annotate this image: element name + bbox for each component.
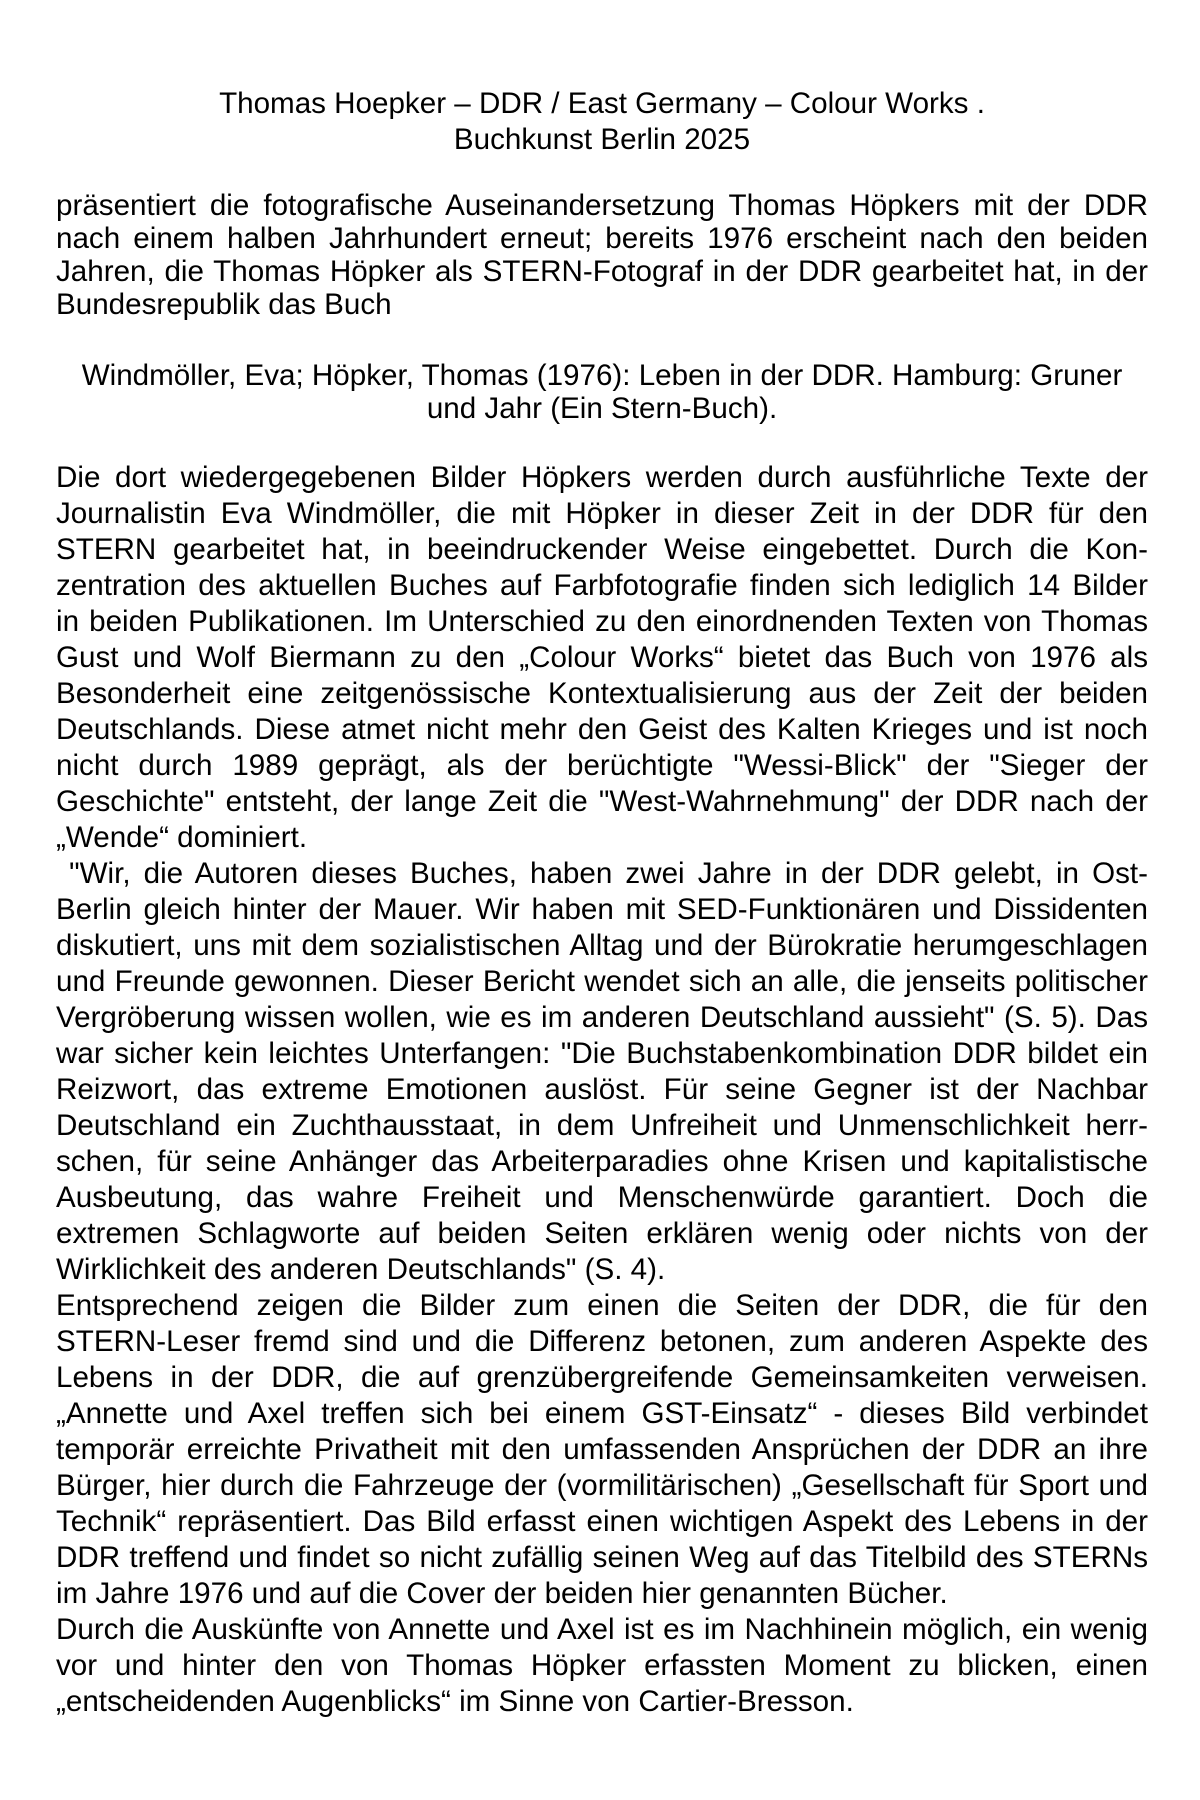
text-line: „entscheidenden Augenblicks“ im Sinne von Cartier-Bresson.	[56, 1685, 854, 1718]
text-line: Bürger, hier durch die Fahrzeuge der (vormilitärischen) „Gesellschaft für Sport und	[56, 1469, 1148, 1502]
text-line: Buchkunst Berlin 2025	[453, 123, 751, 156]
text-line: Gust und Wolf Biermann zu den „Colour Works“ bietet das Buch von 1976 als	[56, 641, 1148, 674]
text-line: Entsprechend zeigen die Bilder zum einen die Seiten der DDR, die für den	[56, 1289, 1148, 1322]
text-line: präsentiert die fotografische Auseinandersetzung Thomas Höpkers mit der DDR	[56, 189, 1148, 222]
text-line: extremen Schlagworte auf beiden Seiten erklären wenig oder nichts von der	[56, 1217, 1148, 1250]
text-line: nicht durch 1989 geprägt, als der berüchtigte "Wessi-Blick" der "Sieger der	[56, 749, 1148, 782]
text-line: und Jahr (Ein Stern-Buch).	[426, 392, 778, 425]
text-line: vor und hinter den von Thomas Höpker erfassten Moment zu blicken, einen	[56, 1649, 1148, 1682]
text-line: Windmöller, Eva; Höpker, Thomas (1976): Leben in der DDR. Hamburg: Gruner	[81, 359, 1123, 392]
text-line: DDR treffend und findet so nicht zufällig seinen Weg auf das Titelbild des STERNs	[56, 1541, 1148, 1574]
text-line: Durch die Auskünfte von Annette und Axel ist es im Nachhinein möglich, ein wenig	[56, 1613, 1148, 1646]
text-line: "Wir, die Autoren dieses Buches, haben zwei Jahre in der DDR gelebt, in Ost-	[56, 857, 1148, 890]
text-line: Journalistin Eva Windmöller, die mit Höpker in dieser Zeit in der DDR für den	[56, 497, 1148, 530]
text-line: zentration des aktuellen Buches auf Farbfotografie finden sich lediglich 14 Bilder	[56, 569, 1148, 602]
text-line: „Wende“ dominiert.	[56, 821, 308, 854]
text-line: war sicher kein leichtes Unterfangen: "Die Buchstabenkombination DDR bildet ein	[56, 1037, 1148, 1070]
text-line: Ausbeutung, das wahre Freiheit und Menschenwürde garantiert. Doch die	[56, 1181, 1148, 1214]
text-line: STERN gearbeitet hat, in beeindruckender Weise eingebettet. Durch die Kon-	[56, 533, 1148, 566]
text-line: Reizwort, das extreme Emotionen auslöst. Für seine Gegner ist der Nachbar	[56, 1073, 1148, 1106]
text-line: Thomas Hoepker – DDR / East Germany – Colour Works .	[219, 87, 985, 120]
text-line: und Freunde gewonnen. Dieser Bericht wendet sich an alle, die jenseits politischer	[56, 965, 1148, 998]
text-line: Berlin gleich hinter der Mauer. Wir haben mit SED-Funktionären und Dissidenten	[56, 893, 1148, 926]
text-line: „Annette und Axel treffen sich bei einem GST-Einsatz“ - dieses Bild verbindet	[56, 1397, 1148, 1430]
text-line: Jahren, die Thomas Höpker als STERN-Fotograf in der DDR gearbeitet hat, in der	[56, 255, 1148, 288]
document-title	[56, 86, 1148, 158]
text-line: Geschichte" entsteht, der lange Zeit die "West-Wahrnehmung" der DDR nach der	[56, 785, 1148, 818]
text-line: Vergröberung wissen wollen, wie es im anderen Deutschland aussieht" (S. 5). Das	[56, 1001, 1148, 1034]
text-line: in beiden Publikationen. Im Unterschied zu den einordnenden Texten von Thomas	[56, 605, 1148, 638]
text-line: Technik“ repräsentiert. Das Bild erfasst einen wichtigen Aspekt des Lebens in der	[56, 1505, 1148, 1538]
text-line: Besonderheit eine zeitgenössische Kontextualisierung aus der Zeit der beiden	[56, 677, 1148, 710]
text-line: diskutiert, uns mit dem sozialistischen Alltag und der Bürokratie herumgeschlagen	[56, 929, 1148, 962]
text-line: schen, für seine Anhänger das Arbeiterparadies ohne Krisen und kapitalistische	[56, 1145, 1148, 1178]
text-line: nach einem halben Jahrhundert erneut; bereits 1976 erscheint nach den beiden	[56, 222, 1148, 255]
text-line: Die dort wiedergegebenen Bilder Höpkers werden durch ausführliche Texte der	[56, 461, 1148, 494]
text-line: Deutschlands. Diese atmet nicht mehr den Geist des Kalten Krieges und ist noch	[56, 713, 1148, 746]
text-line: im Jahre 1976 und auf die Cover der beiden hier genannten Bücher.	[56, 1577, 948, 1610]
text-line: STERN-Leser fremd sind und die Differenz betonen, zum anderen Aspekte des	[56, 1325, 1148, 1358]
main-text	[56, 460, 1148, 1720]
book-citation	[56, 359, 1148, 425]
text-line: Bundesrepublik das Buch	[56, 288, 392, 321]
text-line: Deutschland ein Zuchthausstaat, in dem Unfreiheit und Unmenschlichkeit herr-	[56, 1109, 1148, 1142]
text-line: Lebens in der DDR, die auf grenzübergreifende Gemeinsamkeiten verweisen.	[56, 1361, 1148, 1394]
intro-paragraph	[56, 189, 1148, 321]
text-line: Wirklichkeit des anderen Deutschlands" (S. 4).	[56, 1253, 666, 1286]
text-line: temporär erreichte Privatheit mit den umfassenden Ansprüchen der DDR an ihre	[56, 1433, 1148, 1466]
